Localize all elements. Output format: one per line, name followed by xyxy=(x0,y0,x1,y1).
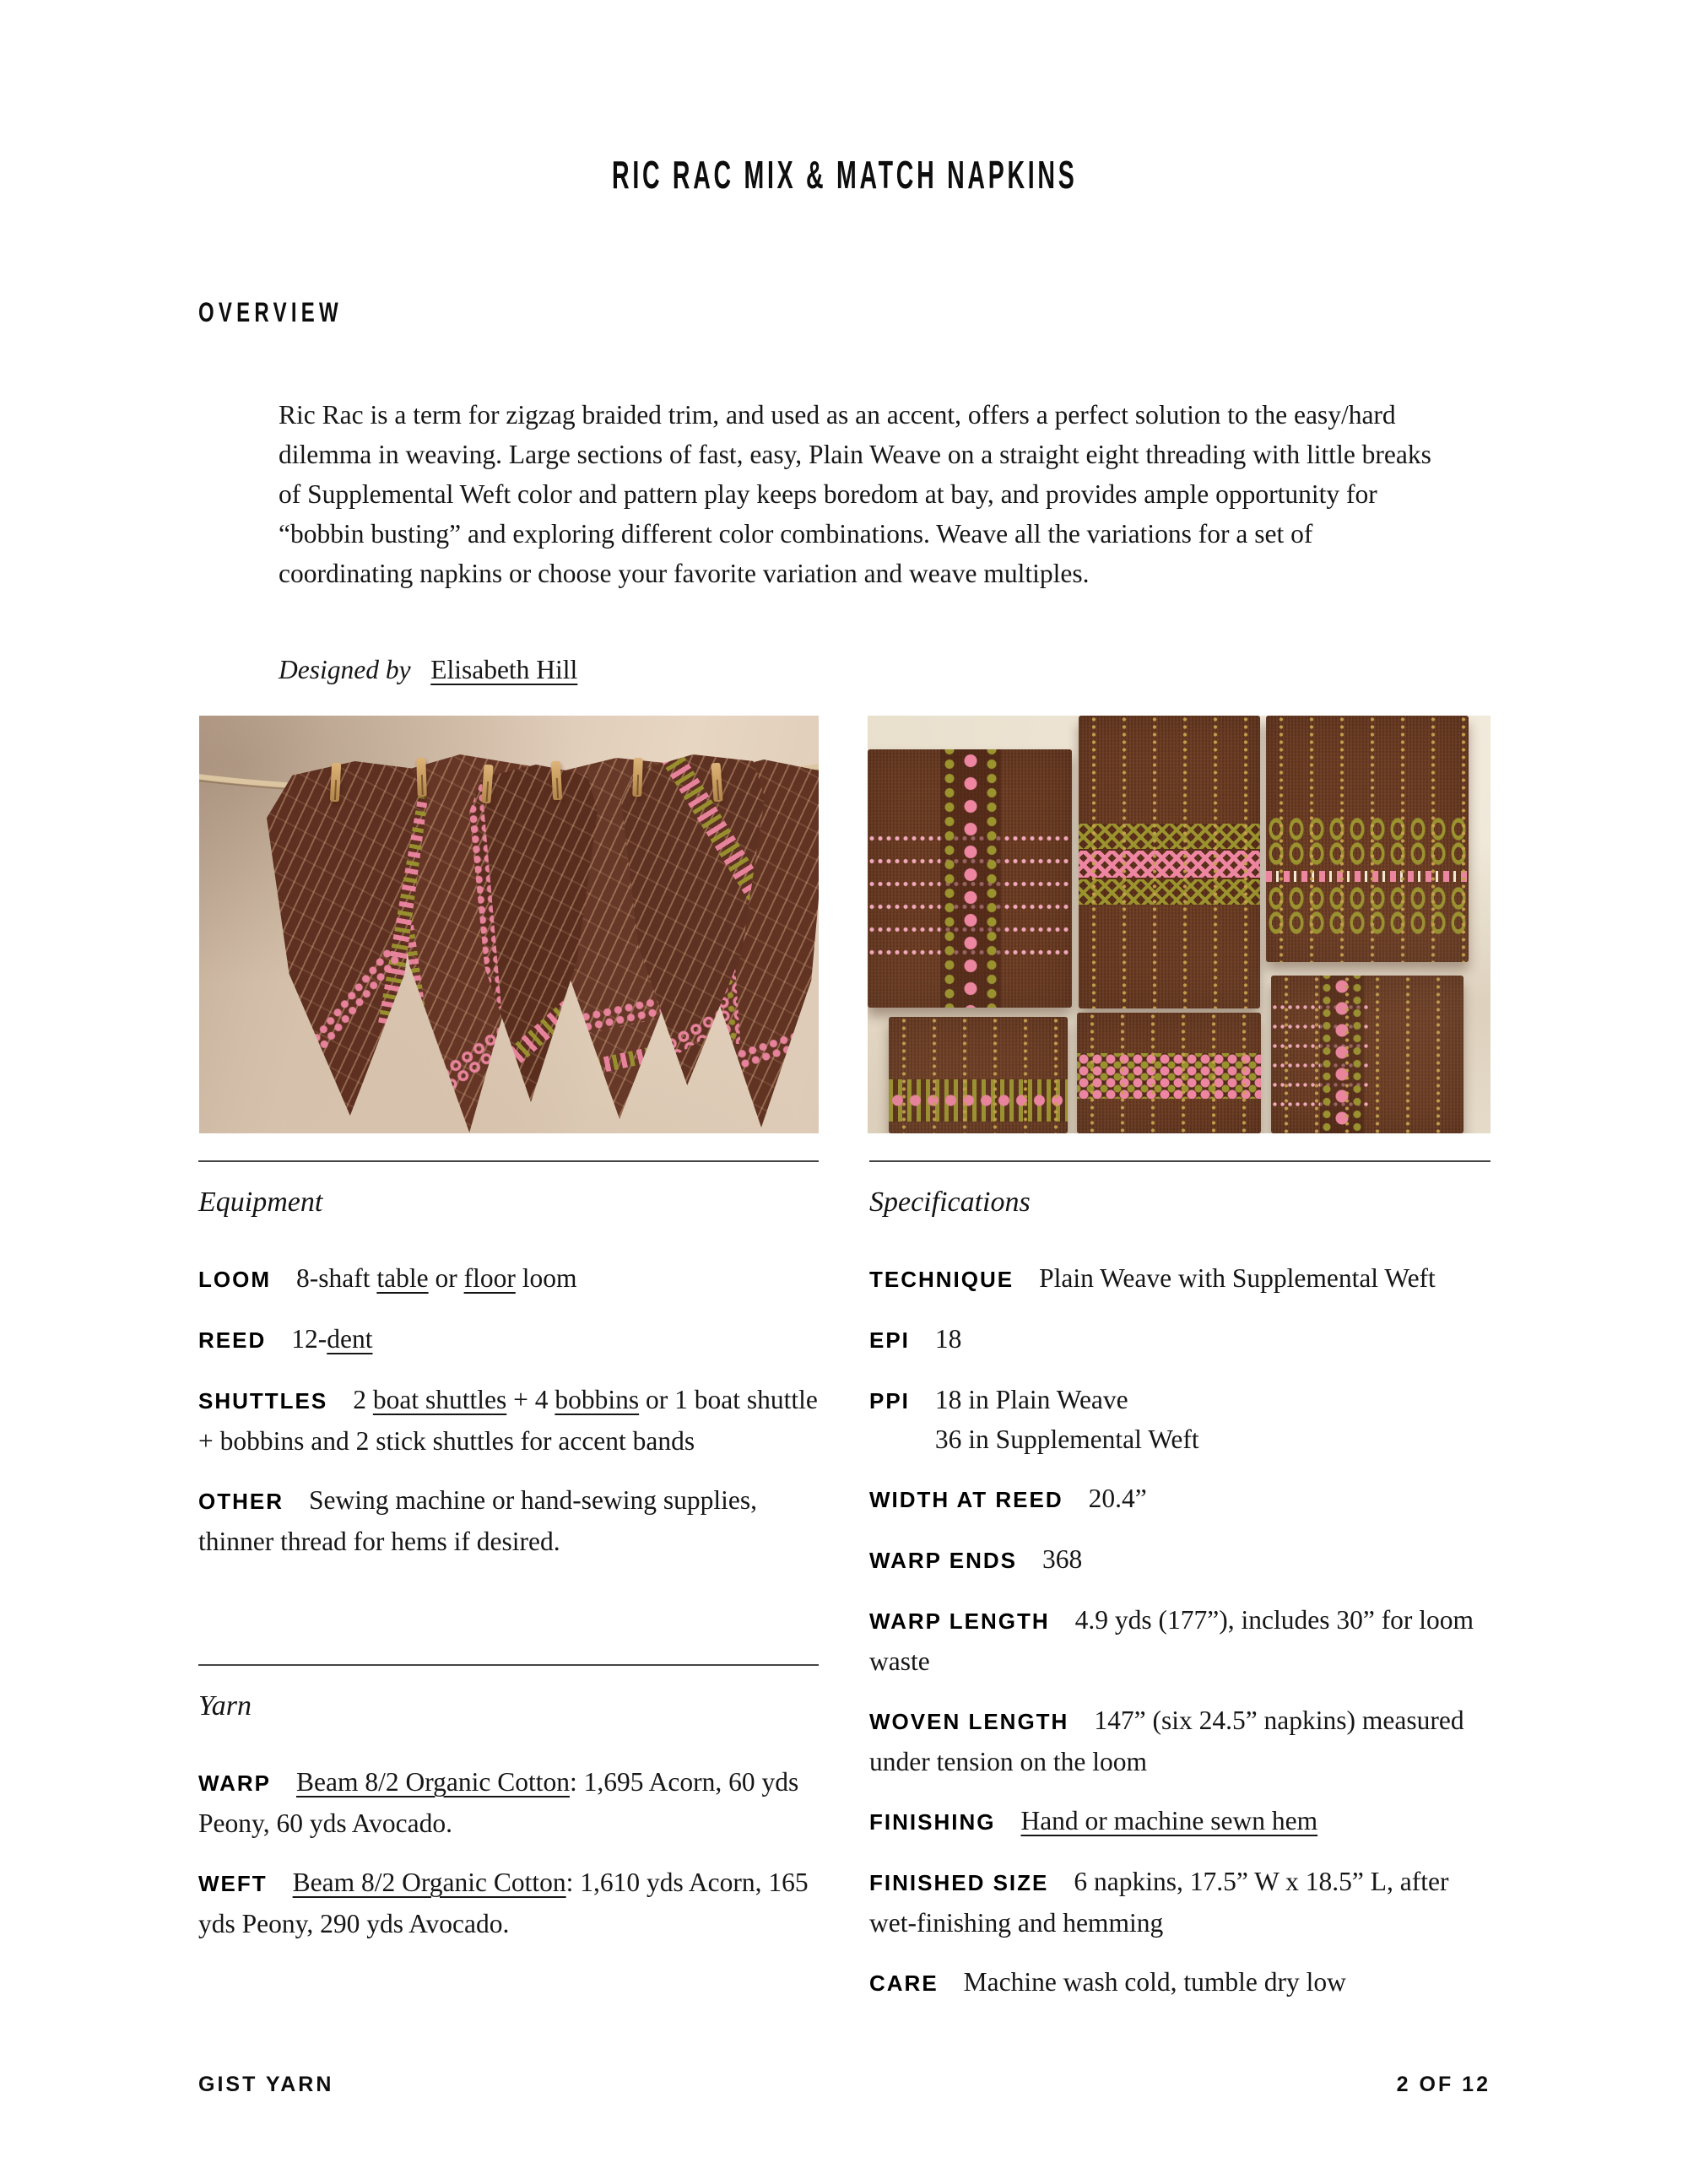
spec-label: EPI xyxy=(869,1327,910,1353)
spec-value xyxy=(964,1967,1346,1997)
spec-value xyxy=(1039,1263,1436,1293)
inline-link[interactable]: Beam 8/2 Organic Cotton xyxy=(292,1868,566,1897)
inline-link[interactable]: Hand or machine sewn hem xyxy=(1020,1806,1318,1835)
inline-link[interactable]: bobbins xyxy=(555,1385,640,1414)
spec-item xyxy=(869,1319,1491,1360)
spec-text: 368 xyxy=(1042,1544,1083,1574)
spec-text: loom xyxy=(515,1263,577,1293)
spec-label: WARP ENDS xyxy=(869,1548,1017,1573)
spec-label: WEFT xyxy=(198,1871,268,1896)
spec-item xyxy=(869,1862,1491,1943)
spec-label: WIDTH AT REED xyxy=(869,1487,1063,1512)
folded-napkin xyxy=(1266,716,1469,962)
spec-value xyxy=(198,1868,809,1938)
spec-text: or xyxy=(428,1263,464,1293)
overview-heading: OVERVIEW xyxy=(198,297,343,327)
spec-value xyxy=(935,1380,1199,1459)
spec-item xyxy=(869,1801,1491,1842)
inline-link[interactable]: floor xyxy=(463,1263,516,1293)
footer-brand: GIST YARN xyxy=(198,2073,334,2096)
photo-folded-napkins xyxy=(868,716,1491,1133)
photo-napkins-clothesline xyxy=(199,716,819,1133)
spec-item xyxy=(198,1862,819,1943)
spec-text: 2 xyxy=(353,1385,373,1414)
spec-item xyxy=(198,1480,819,1561)
spec-label: PPI xyxy=(869,1388,910,1414)
spec-item xyxy=(869,1600,1491,1681)
spec-text: Plain Weave with Supplemental Weft xyxy=(1039,1263,1436,1293)
overview-paragraph: Ric Rac is a term for zigzag braided trim, and used as an accent, offers a perfect solution to the easy/hard dilemma in weaving. Large sections of fast, easy, Plain Weave on a straight eight threading with little breaks of Supplemental Weft color and pattern play keeps boredom at bay, and provides ample opportunity for “bobbin busting” and exploring different color combinations. Weave all the variations for a set of coordinating napkins or choose your favorite variation and weave multiples. xyxy=(279,399,1431,588)
spec-label: WOVEN LENGTH xyxy=(869,1709,1069,1734)
spec-label: CARE xyxy=(869,1970,939,1996)
folded-napkin xyxy=(1079,716,1260,1008)
spec-text: 4.9 yds (177”), includes 30” for loom waste xyxy=(869,1605,1474,1676)
spec-item xyxy=(869,1380,1491,1459)
spec-label: LOOM xyxy=(198,1267,271,1292)
spec-text: 12- xyxy=(291,1324,327,1354)
spec-text: 147” (six 24.5” napkins) measured under tension on the loom xyxy=(869,1706,1464,1776)
byline xyxy=(279,653,577,687)
folded-napkin xyxy=(868,749,1072,1008)
spec-text: + 4 xyxy=(506,1385,555,1414)
spec-value xyxy=(291,1324,372,1354)
spec-label: SHUTTLES xyxy=(198,1388,328,1414)
spec-text: 20.4” xyxy=(1088,1484,1147,1513)
yarn-heading: Yarn xyxy=(198,1690,252,1722)
spec-item xyxy=(198,1258,819,1300)
folded-napkin xyxy=(1077,1013,1261,1133)
clothespin xyxy=(551,761,562,801)
spec-value xyxy=(1089,1484,1147,1513)
section-yarn xyxy=(198,1664,819,1963)
inline-link[interactable]: boat shuttles xyxy=(372,1385,507,1414)
spec-text: 18 in Plain Weave xyxy=(934,1385,1128,1414)
inline-link[interactable]: Beam 8/2 Organic Cotton xyxy=(296,1767,570,1797)
spec-item xyxy=(869,1962,1491,2003)
section-equipment xyxy=(198,1160,819,1581)
spec-label: TECHNIQUE xyxy=(869,1267,1014,1292)
spec-item xyxy=(198,1319,819,1360)
spec-label: FINISHED SIZE xyxy=(869,1870,1049,1895)
spec-text: : 1,610 yds Acorn, 165 yds Peony, 290 yds Avocado. xyxy=(198,1868,809,1938)
spec-text: 8-shaft xyxy=(296,1263,377,1293)
clothespin xyxy=(416,758,427,797)
section-specifications xyxy=(869,1160,1491,2023)
spec-text: 36 in Supplemental Weft xyxy=(934,1424,1199,1454)
footer-page-number: 2 OF 12 xyxy=(1396,2073,1491,2096)
spec-label: OTHER xyxy=(198,1489,284,1514)
spec-value xyxy=(296,1263,576,1293)
spec-text: or 1 boat shuttle + bobbins and 2 stick shuttles for accent bands xyxy=(198,1385,818,1456)
spec-value xyxy=(198,1767,798,1838)
spec-label: REED xyxy=(198,1327,267,1353)
inline-link[interactable]: dent xyxy=(327,1324,373,1354)
spec-text: 18 xyxy=(934,1324,962,1354)
inline-link[interactable]: table xyxy=(376,1263,429,1293)
clothespin xyxy=(632,758,643,797)
equipment-heading: Equipment xyxy=(198,1187,323,1218)
designed-by-label: Designed by xyxy=(279,654,411,684)
spec-text: Sewing machine or hand-sewing supplies, thinner thread for hems if desired. xyxy=(198,1485,758,1556)
spec-value xyxy=(935,1324,962,1354)
page-title: RIC RAC MIX & MATCH NAPKINS xyxy=(611,153,1078,197)
spec-item xyxy=(869,1539,1491,1581)
designer-link[interactable]: Elisabeth Hill xyxy=(430,654,578,684)
folded-napkin xyxy=(889,1017,1068,1133)
spec-text: Machine wash cold, tumble dry low xyxy=(963,1967,1346,1997)
spec-label: WARP xyxy=(198,1770,271,1796)
spec-text: : 1,695 Acorn, 60 yds Peony, 60 yds Avocado. xyxy=(198,1767,799,1838)
spec-item xyxy=(869,1258,1491,1300)
spec-label: FINISHING xyxy=(869,1809,996,1835)
spec-value xyxy=(1042,1544,1082,1574)
spec-label: WARP LENGTH xyxy=(869,1608,1050,1634)
spec-text: 6 napkins, 17.5” W x 18.5” L, after wet-finishing and hemming xyxy=(869,1867,1449,1938)
spec-item xyxy=(198,1380,819,1461)
spec-value xyxy=(1020,1806,1317,1835)
spec-item xyxy=(198,1762,819,1843)
spec-item xyxy=(869,1700,1491,1781)
specifications-heading: Specifications xyxy=(869,1187,1031,1218)
spec-item xyxy=(869,1479,1491,1520)
folded-napkin xyxy=(1271,976,1463,1133)
